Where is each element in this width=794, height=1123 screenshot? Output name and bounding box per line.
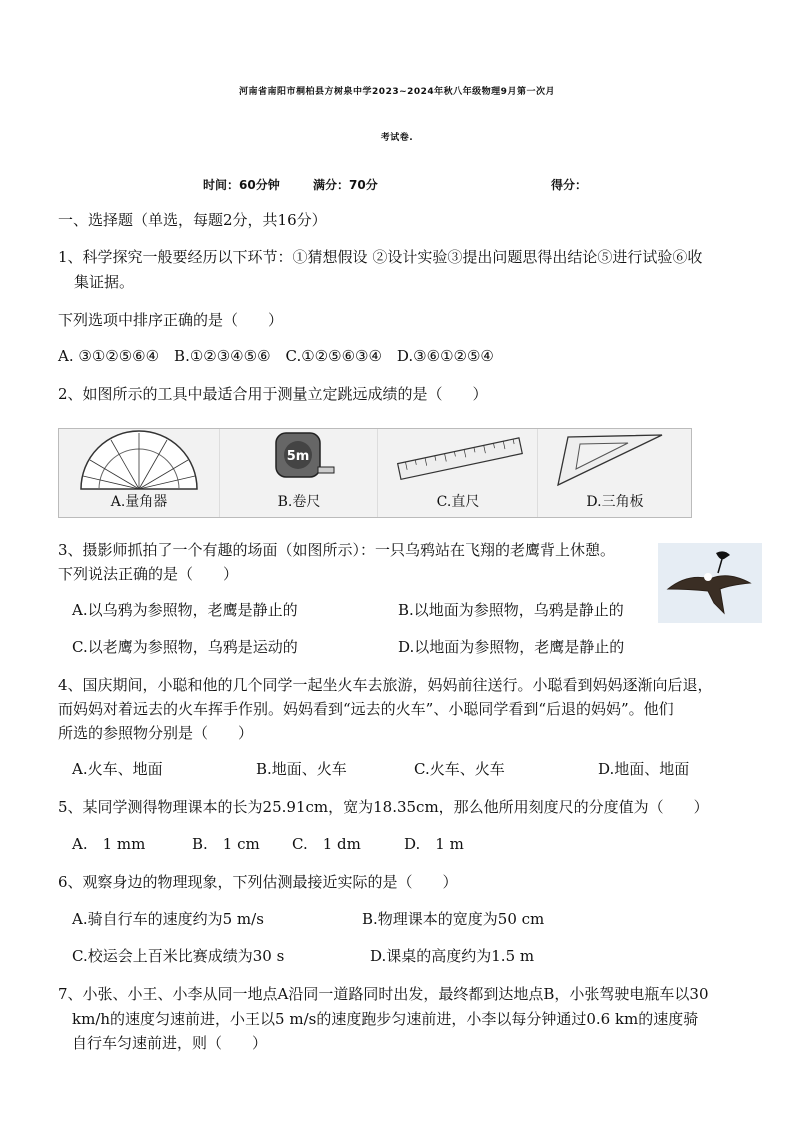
- q3-line1: 3、摄影师抓拍了一个有趣的场面（如图所示）：一只乌鸦站在飞翔的老鹰背上休憩。: [58, 541, 616, 559]
- ruler-panel: [377, 429, 538, 517]
- q7-line3: 自行车匀速前进，则（ ）: [72, 1034, 268, 1052]
- eagle-crow-icon: [658, 543, 762, 623]
- q4-line3: 所选的参照物分别是（ ）: [58, 724, 254, 742]
- q6-stem: 6、观察身边的物理现象，下列估测最接近实际的是（ ）: [58, 873, 458, 891]
- eagle-photo: [658, 543, 762, 623]
- q4-line1: 4、国庆期间，小聪和他的几个同学一起坐火车去旅游，妈妈前往送行。小聪看到妈妈逐渐向后退，: [58, 676, 713, 694]
- q5-stem: 5、某同学测得物理课本的长为25.91cm，宽为18.35cm，那么他所用刻度尺的分度值为（ ）: [58, 798, 709, 816]
- full-score: 满分：70分: [313, 178, 378, 192]
- protractor-panel: [59, 429, 219, 517]
- section-heading: 一、选择题（单选，每题2分，共16分）: [58, 211, 327, 229]
- q5-option-c: C. 1 dm: [292, 835, 361, 853]
- q6-option-c: C.校运会上百米比赛成绩为30 s: [72, 947, 285, 965]
- q2-figure: [58, 428, 692, 518]
- q7-line1: 7、小张、小王、小李从同一地点A沿同一道路同时出发，最终都到达地点B，小张驾驶电瓶车以30: [58, 985, 709, 1003]
- q3-option-d: D.以地面为参照物，老鹰是静止的: [398, 638, 625, 656]
- q6-option-a: A.骑自行车的速度约为5 m/s: [72, 910, 264, 928]
- q4-option-b: B.地面、火车: [256, 760, 347, 778]
- q1-line1: 1、科学探究一般要经历以下环节：①猜想假设 ②设计实验③提出问题思得出结论⑤进行试验⑥收: [58, 248, 703, 266]
- q3-option-a: A.以乌鸦为参照物，老鹰是静止的: [72, 601, 298, 619]
- q4-option-c: C.火车、火车: [414, 760, 505, 778]
- set-square-panel: [537, 429, 692, 517]
- q5-option-b: B. 1 cm: [192, 835, 260, 853]
- caption-a: A.量角器: [110, 494, 168, 510]
- q1-options: A. ③①②⑤⑥④ B.①②③④⑤⑥ C.①②⑤⑥③④ D.③⑥①②⑤④: [58, 347, 494, 365]
- q3-option-c: C.以老鹰为参照物，乌鸦是运动的: [72, 638, 298, 656]
- caption-c: C.直尺: [436, 494, 480, 510]
- caption-b: B.卷尺: [277, 494, 321, 510]
- q6-option-d: D.课桌的高度约为1.5 m: [370, 947, 535, 965]
- page-title-line2: 考试卷.: [380, 133, 414, 143]
- q4-option-d: D.地面、地面: [598, 760, 690, 778]
- score-label: 得分：: [551, 178, 588, 192]
- exam-time: 时间：60分钟: [203, 178, 280, 192]
- q4-option-a: A.火车、地面: [72, 760, 163, 778]
- q1-line2: 集证据。: [74, 273, 135, 291]
- q3-option-b: B.以地面为参照物，乌鸦是静止的: [398, 601, 624, 619]
- q2-stem: 2、如图所示的工具中最适合用于测量立定跳远成绩的是（ ）: [58, 385, 488, 403]
- q3-line2: 下列说法正确的是（ ）: [58, 565, 239, 583]
- tape-label: 5m: [286, 449, 310, 464]
- q6-option-b: B.物理课本的宽度为50 cm: [362, 910, 545, 928]
- q7-line2: km/h的速度匀速前进，小王以5 m/s的速度跑步匀速前进，小李以每分钟通过0.6 km的速度骑: [72, 1010, 699, 1028]
- q4-line2: 而妈妈对着远去的火车挥手作别。妈妈看到“远去的火车”、小聪同学看到“后退的妈妈”。他们: [58, 700, 674, 718]
- q5-option-a: A. 1 mm: [72, 835, 146, 853]
- page-title-line1: 河南省南阳市桐柏县方树泉中学2023~2024年秋八年级物理9月第一次月: [239, 87, 555, 97]
- caption-d: D.三角板: [586, 494, 644, 510]
- q5-option-d: D. 1 m: [404, 835, 464, 853]
- tape-panel: [219, 429, 378, 517]
- q1-line3: 下列选项中排序正确的是（ ）: [58, 311, 284, 329]
